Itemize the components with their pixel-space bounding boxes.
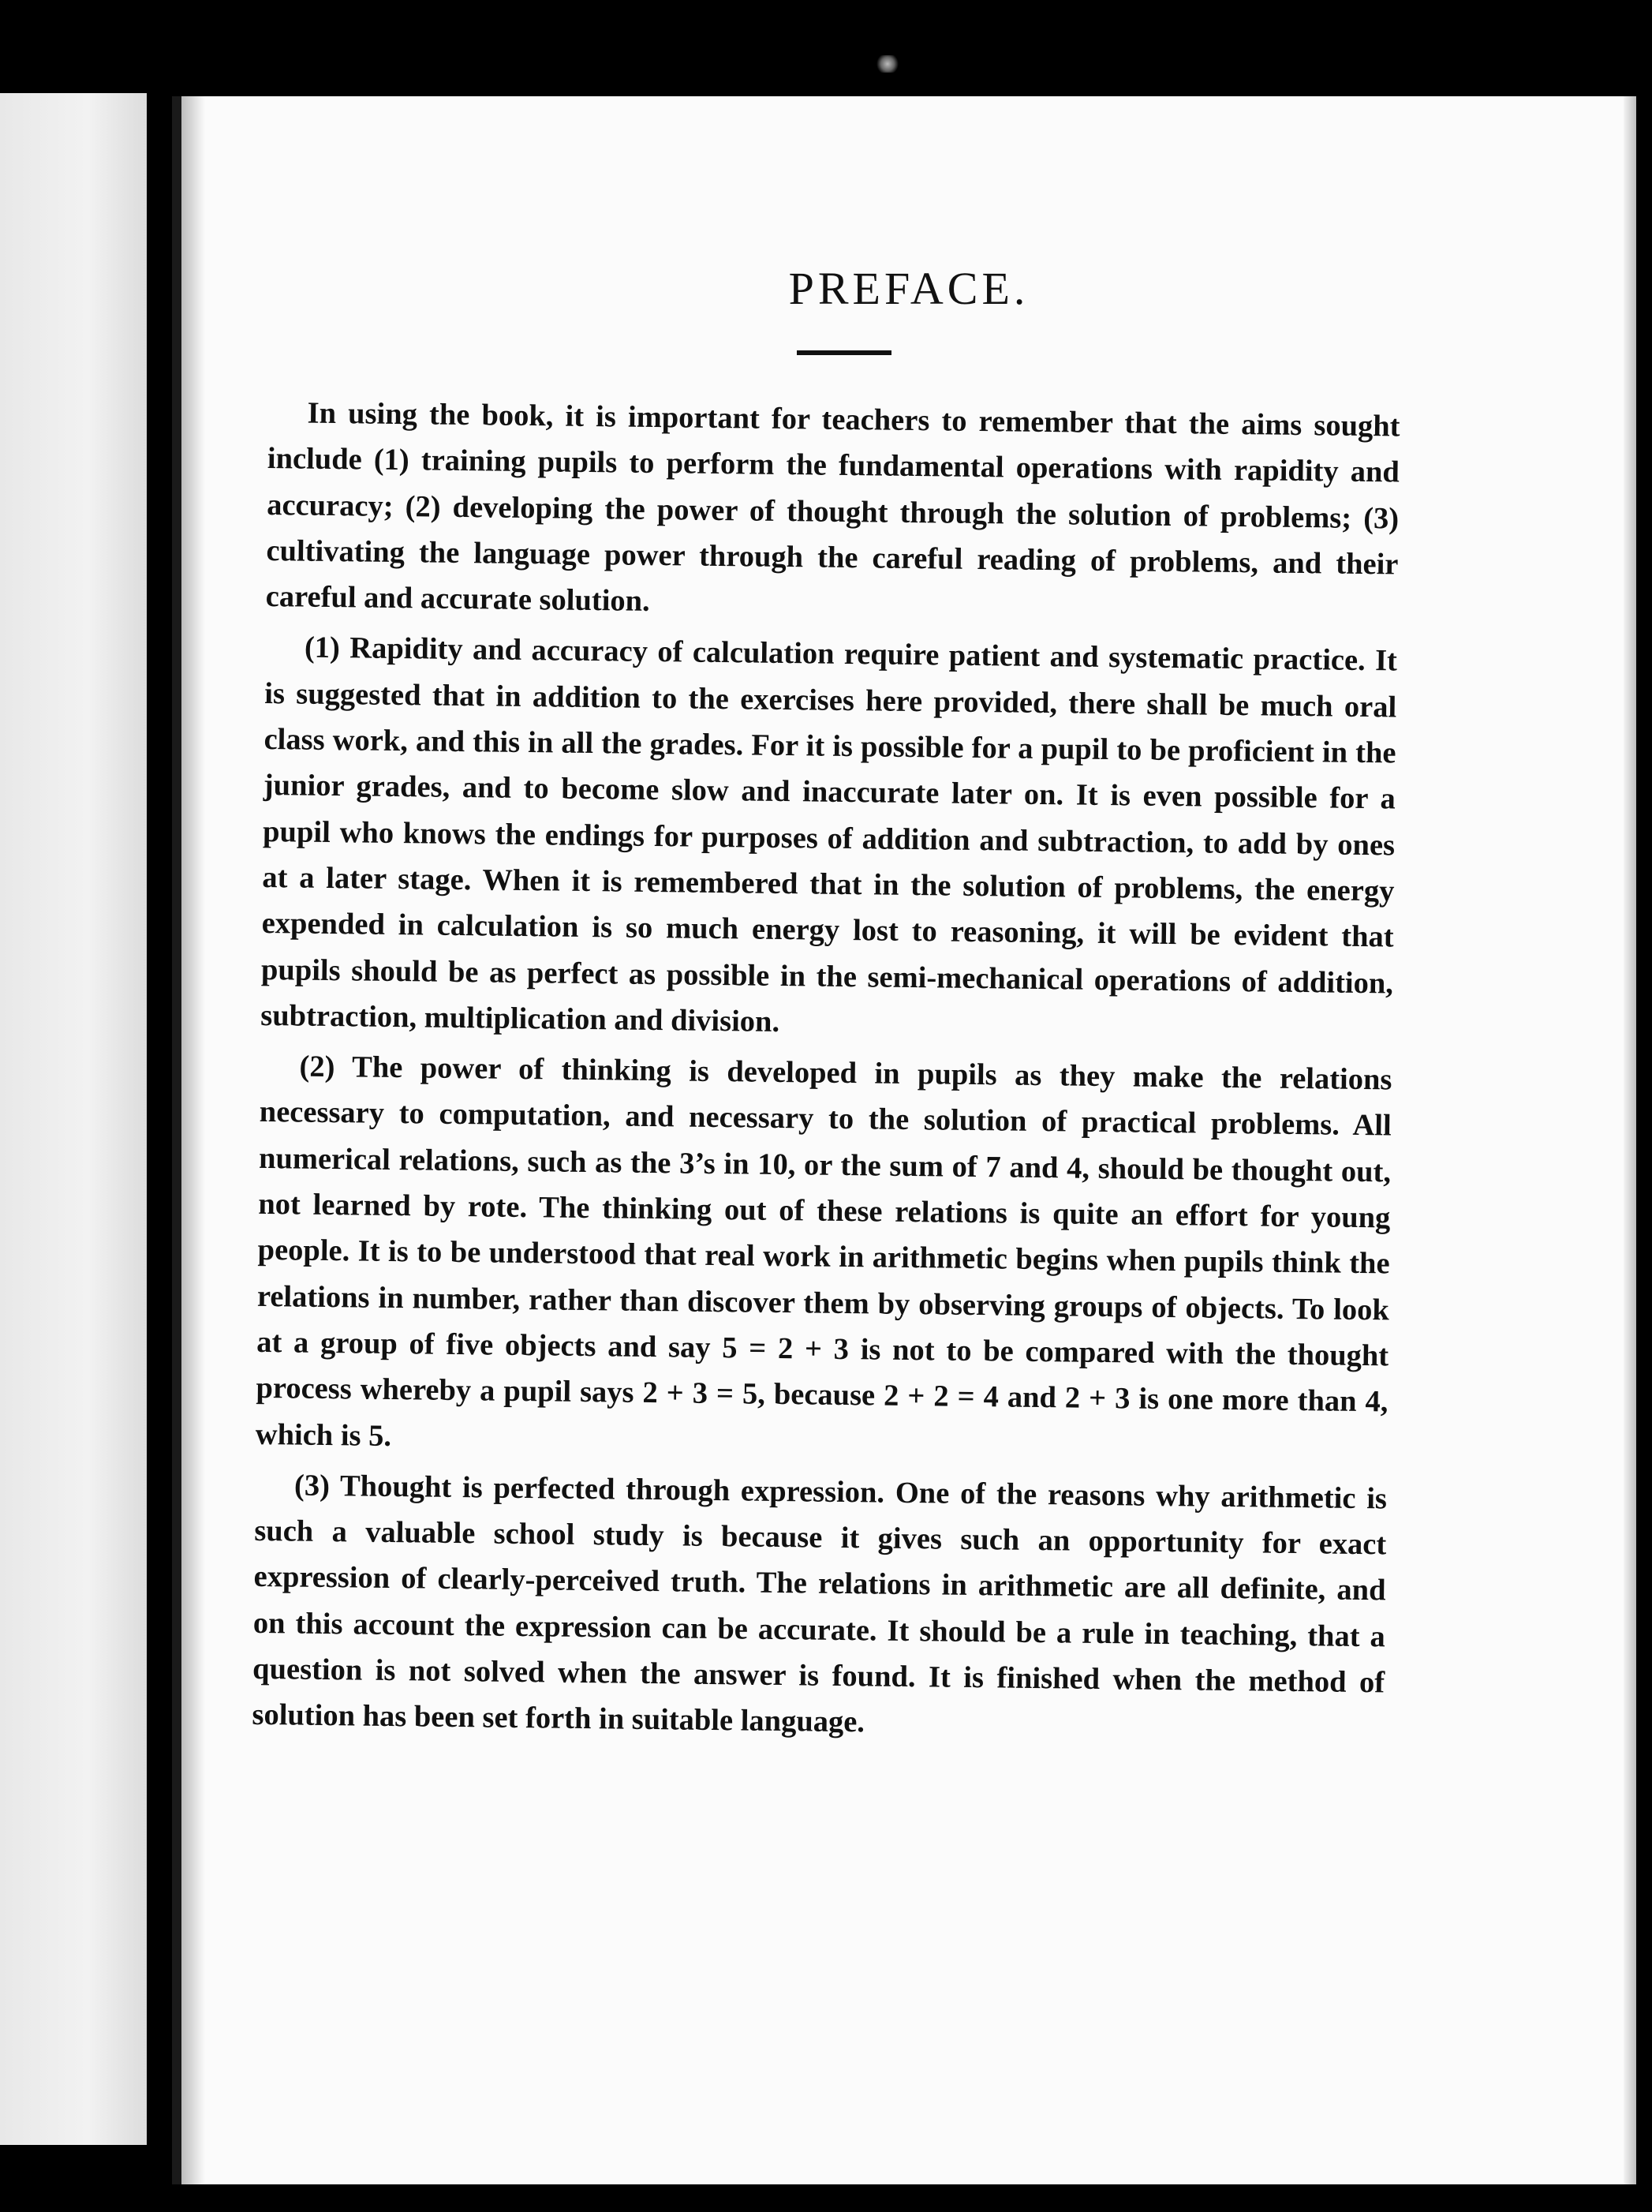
paragraph-expression: (3) Thought is perfected through expression. One of the reasons why arithmetic is such a valuable school study is because it gives such an opportunity for exact expression of clearly-perceived truth. The relations in arithmetic are all definite, and on this account the expression can be accurate. It should be a rule in teaching, that a question is not solved when the answer is found. It is finished when the method of solution has been set forth in suitable language. <box>252 1469 1388 1739</box>
facing-page-edge <box>0 93 147 2145</box>
scan-artifact <box>876 55 899 73</box>
page-title: PREFACE. <box>788 263 1030 314</box>
title-rule <box>797 350 891 355</box>
preface-body <box>252 390 1400 1757</box>
gutter-shadow <box>181 96 205 2184</box>
book-page <box>172 96 1636 2184</box>
paragraph-thinking: (2) The power of thinking is developed in pupils as they make the relations necessary to computation, and necessary to the solution of practical problems. All numerical relations, such as the 3’s in 10, or the sum of 7 and 4, should be thought out, not learned by rote. The thinking out of these relations is quite an effort for young people. It is to be understood that real work in arithmetic begins when pupils think the relations in number, rather than discover them by observing groups of objects. To look at a group of five objects and say 5 = 2 + 3 is not to be compared with the thought process whereby a pupil says 2 + 3 = 5, because 2 + 2 = 4 and 2 + 3 is one more than 4, which is 5. <box>255 1050 1392 1453</box>
paragraph-intro: In using the book, it is important for teachers to remember that the aims sought include (1) training pupils to perform the fundamental operations with rapidity and accuracy; (2) developing the power of thought through the solution of problems; (3) cultivating the language power through the careful reading of problems, and their careful and accurate solution. <box>265 396 1400 619</box>
page-edge <box>1624 96 1636 2184</box>
paragraph-rapidity: (1) Rapidity and accuracy of calculation require patient and systematic practice. It is suggested that in addition to the exercises here provided, there shall be much oral class work, and this in all the grades. For it is possible for a pupil to be proficient in the junior grades, and to become slow and inaccurate later on. It is even possible for a pupil who knows the endings for purposes of addition and subtraction, to add by ones at a later stage. When it is remembered that in the solution of problems, the energy expended in calculation is so much energy lost to reasoning, it will be evident that pupils should be as perfect as possible in the semi-mechanical operations of addition, subtraction, multiplication and division. <box>260 631 1398 1039</box>
